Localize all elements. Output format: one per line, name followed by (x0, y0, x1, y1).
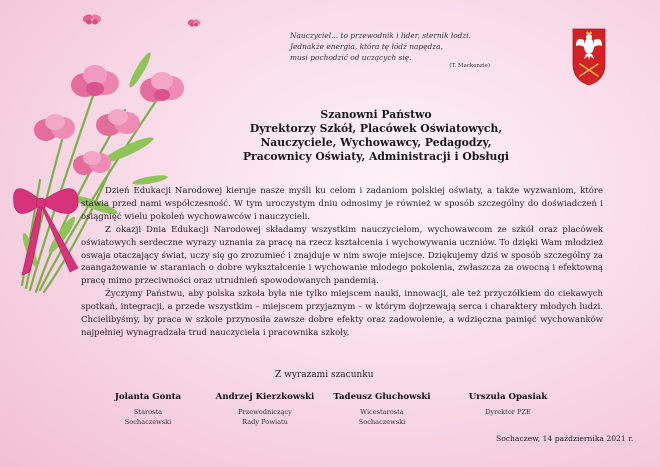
motto-quote (290, 30, 490, 72)
signer-role: Rady Powiatu (242, 418, 288, 426)
heading-line: Pracownicy Oświaty, Administracji i Obsługi (242, 150, 510, 163)
heading-line: Dyrektorzy Szkół, Placówek Oświatowych, (249, 122, 503, 135)
body-paragraph: Życzymy Państwu, aby polska szkoła była nie tylko miejscem nauki, innowacji, ale też przyczółkiem do ciekawych spotkań, integracji, a przede wszystkim – miejscem przyjaznym – w którym dojrzewają serca i charaktery młodych ludzi. Chcielibyśmy, by praca w szkole przynosiła zawsze dobre efekty oraz zadowolenie, a wdzięczna pamięć wychowanków najpełniej wynagradzała trud nauczyciela i pracownika szkoły. (81, 289, 603, 338)
butterfly-icon (187, 18, 202, 26)
heading-line: Szanowni Państwo (320, 108, 432, 121)
signer (443, 392, 573, 417)
signer-name: Andrzej Kierzkowski (215, 392, 315, 402)
signer-role: Sochaczewski (358, 418, 406, 426)
date-place: Sochaczew, 14 października 2021 r. (496, 434, 634, 443)
heading-line: Nauczyciele, Wychowawcy, Pedagodzy, (260, 136, 492, 149)
quote-line: Jednakże energia, która tę łódź napędza, (290, 42, 443, 51)
signer-name: Tadeusz Głuchowski (333, 392, 431, 402)
signer-role: Starosta (133, 408, 163, 416)
signer-role: Sochaczewski (124, 418, 172, 426)
quote-line: Nauczyciel... to przewodnik i lider, sternik łodzi. (290, 31, 472, 40)
body-paragraph: Z okazji Dnia Edukacji Narodowej składamy wszystkim nauczycielom, wychowawcom ze szkół oraz placówek oświatowych serdeczne wyrazy uznania za pracę na rzecz kształcenia i wychowywania uczniów. To dzięki Wam młodzież oswaja otaczający świat, uczy się go zrozumieć i znajduje w nim swoje miejsce. Dziękujemy dziś w sposób szczególny za zaangażowanie w staraniach o dobre wykształcenie i wychowanie młodego pokolenia, zwłaszcza za owocną i efektowną pracę mimo przeciwności oraz utrudnień spowodowanych pandemią. (81, 224, 603, 287)
quote-line: musi pochodzić od uczących się. (290, 53, 412, 62)
signer-role: Wicestarosta (360, 408, 404, 416)
signer-name: Urszula Opasiak (468, 392, 548, 402)
body-paragraph: Dzień Edukacji Narodowej kieruje nasze myśli ku celom i zadaniom polskiej oświaty, a także wyzwaniom, które stawia przed nami współczesność. W tym uroczystym dniu odnosimy je również w sposób szczególny do doświadczeń i osiągnięć wielu pokoleń wychowawców i nauczycieli. (81, 186, 603, 222)
signer (317, 392, 447, 427)
address-heading (238, 108, 514, 164)
letter-body (81, 185, 603, 340)
signer (200, 392, 330, 427)
quote-author: (T. Mackenzie) (449, 63, 490, 69)
closing-phrase: Z wyrazami szacunku (275, 370, 374, 380)
signer-role: Dyrektor PZE (485, 408, 531, 416)
butterfly-icon (81, 13, 102, 25)
signer-role: Przewodniczący (238, 408, 292, 416)
signer (83, 392, 213, 427)
eagle-crest-icon (572, 28, 606, 86)
signer-name: Jolanta Gonta (114, 392, 182, 402)
